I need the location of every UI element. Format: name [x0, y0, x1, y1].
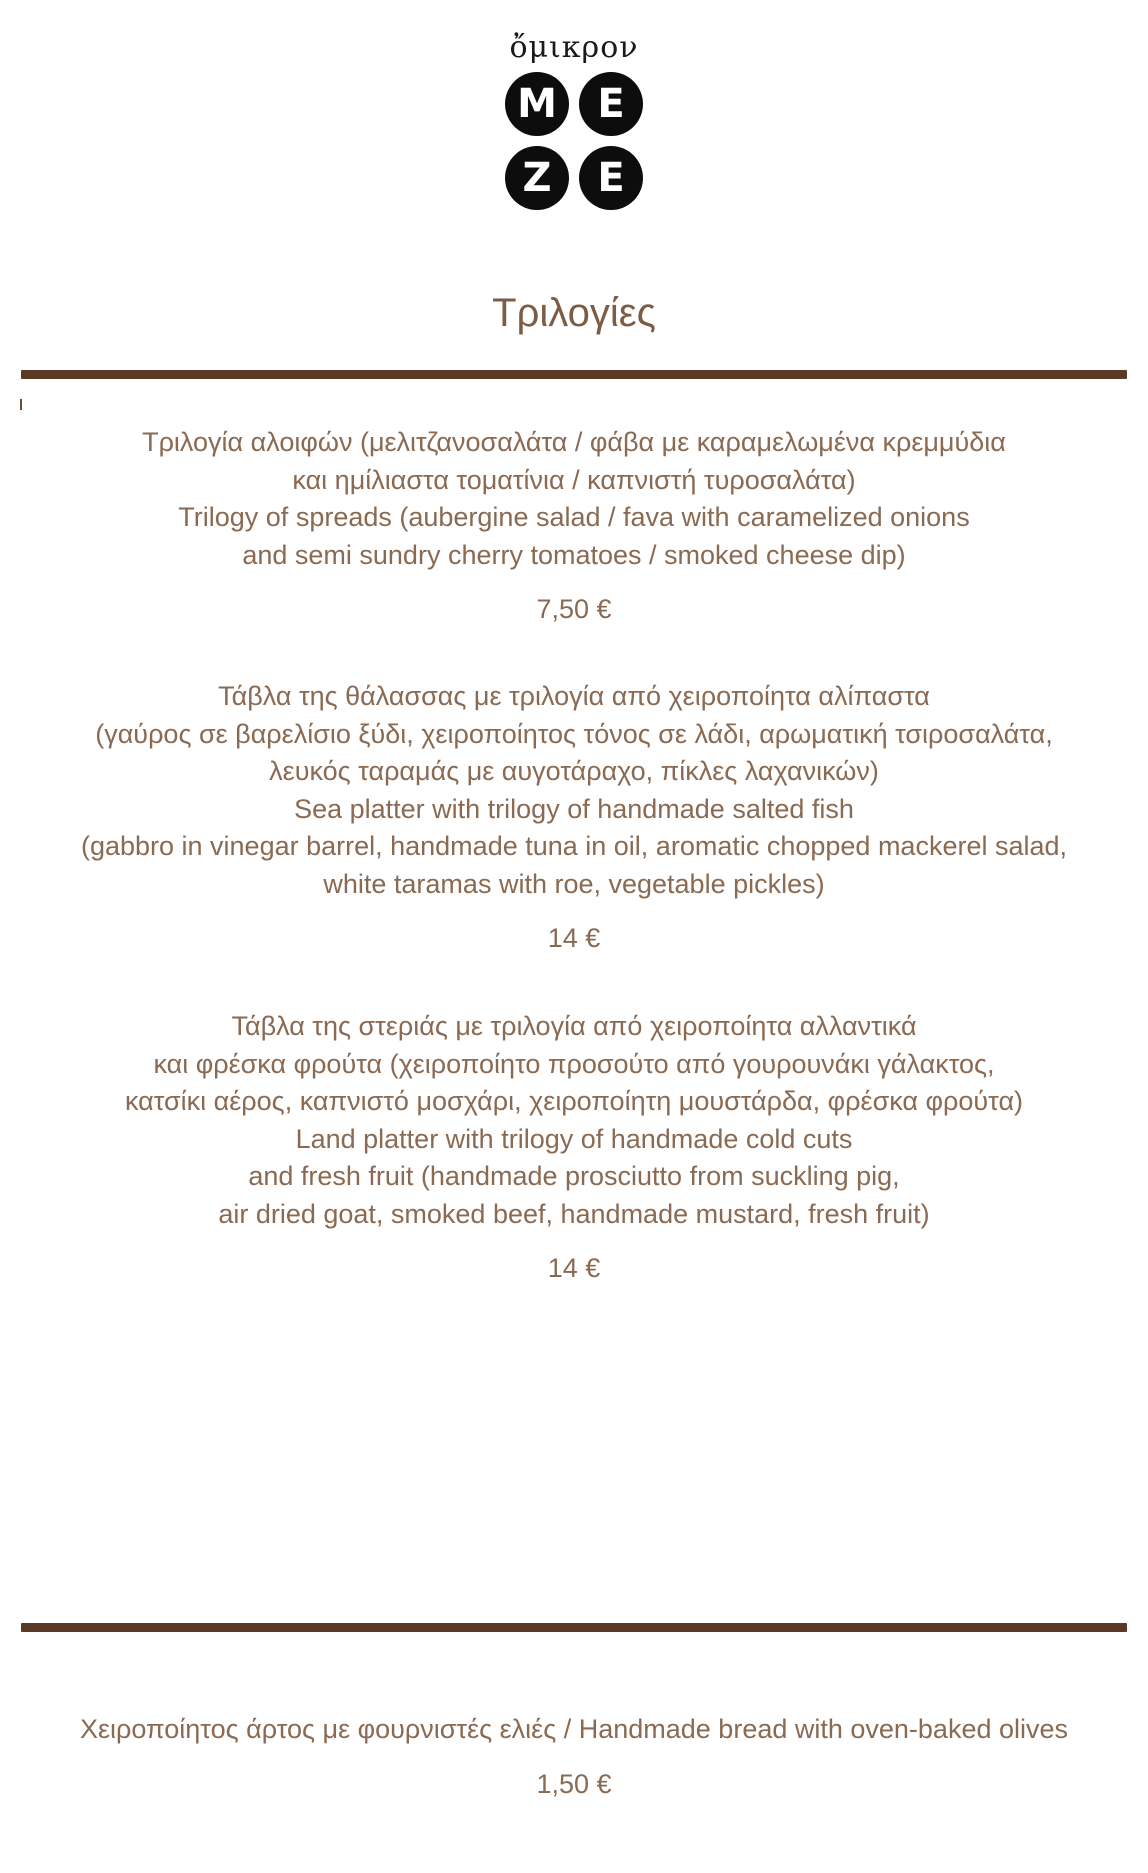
logo-letter-grid	[0, 72, 1148, 210]
logo-wordmark: ὄμικρον	[509, 30, 639, 65]
item-description-line: (gabbro in vinegar barrel, handmade tuna in oil, aromatic chopped mackerel salad,	[80, 831, 1068, 861]
item-description-line: and semi sundry cherry tomatoes / smoked cheese dip)	[242, 539, 906, 570]
bottom-divider	[21, 1623, 1127, 1632]
menu-item-spreads	[40, 424, 1108, 629]
item-description-line: white taramas with roe, vegetable pickles)	[323, 868, 825, 899]
item-price: 7,50 €	[536, 594, 612, 624]
item-price: 14 €	[547, 923, 601, 953]
menu-item-bread	[20, 1711, 1128, 1803]
item-price: 14 €	[547, 1253, 601, 1283]
item-description-line: Τάβλα της στεριάς με τριλογία από χειροποίητα αλλαντικά	[231, 1011, 917, 1041]
menu-item-sea-platter	[40, 678, 1108, 958]
item-description-line: Χειροποίητος άρτος με φουρνιστές ελιές / Handmade bread with oven-baked olives	[79, 1714, 1069, 1744]
section-title: Τριλογίες	[492, 291, 656, 335]
logo-letter-z: Z	[505, 146, 569, 210]
item-description-line: και ημίλιαστα τοματίνια / καπνιστή τυροσαλάτα)	[292, 464, 856, 495]
item-description-line: Τάβλα της θάλασσας με τριλογία από χειροποίητα αλίπαστα	[218, 681, 930, 711]
item-description-line: and fresh fruit (handmade prosciutto from suckling pig,	[248, 1161, 900, 1191]
item-description-line: air dried goat, smoked beef, handmade mustard, fresh fruit)	[218, 1198, 930, 1229]
item-description-line: Trilogy of spreads (aubergine salad / fava with caramelized onions	[178, 502, 970, 532]
top-divider	[21, 370, 1127, 379]
item-description-line: Τριλογία αλοιφών (μελιτζανοσαλάτα / φάβα με καραμελωμένα κρεμμύδια	[142, 427, 1006, 457]
logo-letter-e-second: E	[579, 146, 643, 210]
item-description-line: Land platter with trilogy of handmade cold cuts	[295, 1123, 853, 1154]
item-description-line: κατσίκι αέρος, καπνιστό μοσχάρι, χειροποίητη μουστάρδα, φρέσκα φρούτα)	[124, 1086, 1024, 1116]
item-description-line: λευκός ταραμάς με αυγοτάραχο, πίκλες λαχανικών)	[269, 756, 879, 786]
menu-item-land-platter	[40, 1008, 1108, 1288]
logo-letter-e: E	[579, 72, 643, 136]
item-description-line: και φρέσκα φρούτα (χειροποίητο προσούτο από γουρουνάκι γάλακτος,	[153, 1048, 995, 1079]
restaurant-logo	[0, 28, 1148, 210]
margin-mark	[20, 399, 22, 410]
item-description-line: (γαύρος σε βαρελίσιο ξύδι, χειροποίητος τόνος σε λάδι, αρωματική τσιροσαλάτα,	[95, 718, 1053, 749]
item-price: 1,50 €	[536, 1768, 612, 1799]
item-description-line: Sea platter with trilogy of handmade salted fish	[294, 793, 854, 824]
logo-letter-m: M	[505, 72, 569, 136]
